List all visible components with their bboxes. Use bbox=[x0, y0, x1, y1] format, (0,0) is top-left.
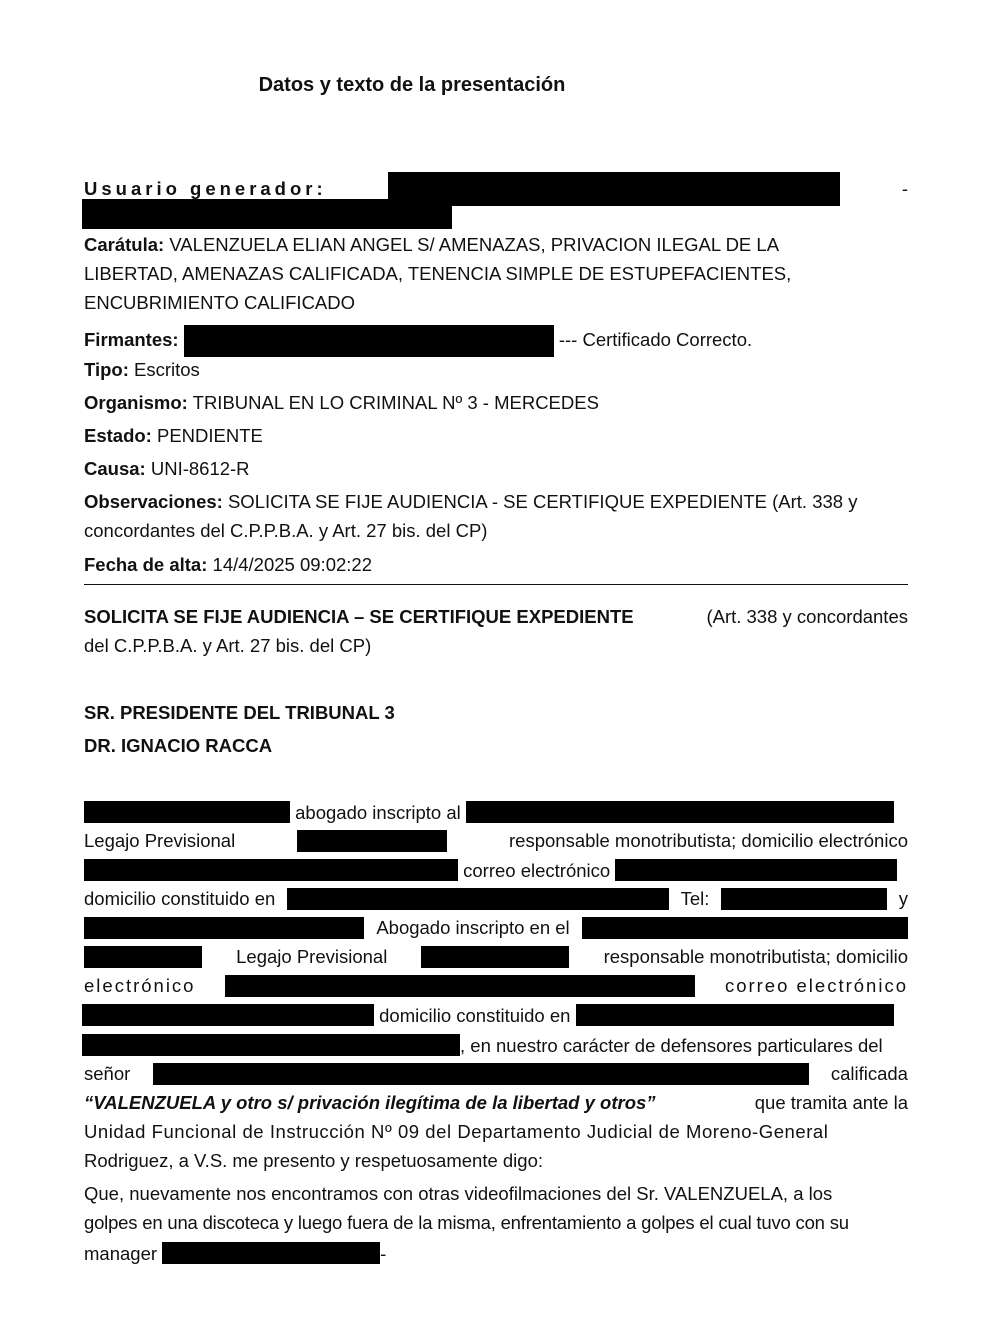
causa-row bbox=[84, 458, 908, 480]
p1-text: responsable monotributista; domicilio electrónico bbox=[509, 830, 908, 851]
p1-text: señor bbox=[84, 1063, 131, 1084]
redaction-box bbox=[576, 1004, 894, 1026]
p1-text: abogado inscripto al bbox=[295, 802, 461, 823]
redaction-box bbox=[84, 859, 458, 881]
caratula-label: Carátula: bbox=[84, 234, 165, 255]
redaction-box bbox=[84, 946, 202, 968]
organismo-label: Organismo: bbox=[84, 392, 188, 413]
causa-value: UNI-8612-R bbox=[150, 458, 250, 479]
redaction-box bbox=[153, 1063, 809, 1085]
body-heading-rest: (Art. 338 y concordantes bbox=[706, 606, 908, 627]
causa-label: Causa: bbox=[84, 458, 146, 479]
p1-line-1 bbox=[84, 801, 908, 824]
organismo-row bbox=[84, 392, 908, 414]
p1-line-13: Rodriguez, a V.S. me presento y respetuosamente digo: bbox=[84, 1150, 544, 1171]
observaciones-row bbox=[84, 491, 908, 513]
p1-text: domicilio constituido en bbox=[84, 888, 276, 909]
tipo-value: Escritos bbox=[134, 359, 200, 380]
p1-line-8 bbox=[84, 1004, 908, 1027]
body-heading-row bbox=[84, 606, 908, 628]
p1-line-7 bbox=[84, 975, 908, 997]
p1-text: y bbox=[898, 888, 908, 909]
p1-text: responsable monotributista; domicilio bbox=[603, 946, 908, 967]
caratula-line-2: LIBERTAD, AMENAZAS CALIFICADA, TENENCIA SIMPLE DE ESTUPEFACIENTES, bbox=[84, 263, 792, 284]
p1-line-12: Unidad Funcional de Instrucción Nº 09 del Departamento Judicial de Moreno-General bbox=[84, 1121, 829, 1142]
p2-text: manager bbox=[84, 1243, 158, 1264]
p1-text: Legajo Previsional bbox=[84, 830, 236, 851]
redaction-box bbox=[721, 888, 887, 910]
fecha-value: 14/4/2025 09:02:22 bbox=[212, 554, 372, 575]
redaction-box bbox=[466, 801, 894, 823]
p1-line-4 bbox=[84, 888, 908, 910]
estado-label: Estado: bbox=[84, 425, 152, 446]
p1-text: correo electrónico bbox=[463, 860, 611, 881]
p1-line-3 bbox=[84, 859, 908, 882]
redaction-box bbox=[82, 199, 452, 229]
redaction-box bbox=[615, 859, 897, 881]
redaction-box bbox=[162, 1242, 380, 1264]
usuario-dash: - bbox=[901, 178, 908, 199]
p1-line-10 bbox=[84, 1063, 908, 1085]
p1-text: calificada bbox=[830, 1063, 908, 1084]
redaction-box bbox=[297, 830, 447, 852]
p1-text: que tramita ante la bbox=[754, 1092, 908, 1113]
page-title: Datos y texto de la presentación bbox=[258, 74, 566, 96]
body-heading-line-2: del C.P.P.B.A. y Art. 27 bis. del CP) bbox=[84, 635, 372, 656]
p2-text: - bbox=[380, 1243, 387, 1264]
divider bbox=[84, 584, 908, 585]
p1-text: Tel: bbox=[680, 888, 710, 909]
organismo-value: TRIBUNAL EN LO CRIMINAL Nº 3 - MERCEDES bbox=[192, 392, 599, 413]
p2-line-2: golpes en una discoteca y luego fuera de la misma, enfrentamiento a golpes el cual tuvo con su bbox=[84, 1212, 849, 1233]
observaciones-label: Observaciones: bbox=[84, 491, 223, 512]
p1-line-5 bbox=[84, 917, 908, 939]
usuario-label: Usuario generador: bbox=[84, 178, 327, 199]
p1-line-11 bbox=[84, 1092, 908, 1114]
caratula-line-1: VALENZUELA ELIAN ANGEL S/ AMENAZAS, PRIVACION ILEGAL DE LA bbox=[169, 234, 780, 255]
redaction-box bbox=[582, 917, 908, 939]
body-heading-bold: SOLICITA SE FIJE AUDIENCIA – SE CERTIFIQUE EXPEDIENTE bbox=[84, 606, 634, 627]
p1-text: , en nuestro carácter de defensores particulares del bbox=[460, 1035, 883, 1056]
p2-line-3 bbox=[84, 1242, 908, 1265]
redaction-box bbox=[84, 801, 290, 823]
redaction-box bbox=[225, 975, 695, 997]
usuario-row-2 bbox=[84, 199, 908, 229]
firmantes-value: --- Certificado Correcto. bbox=[558, 328, 753, 350]
tipo-label: Tipo: bbox=[84, 359, 129, 380]
p1-text: Legajo Previsional bbox=[236, 946, 388, 967]
observaciones-line-2: concordantes del C.P.P.B.A. y Art. 27 bis. del CP) bbox=[84, 520, 488, 541]
redaction-box bbox=[184, 325, 554, 357]
addressee-1: SR. PRESIDENTE DEL TRIBUNAL 3 bbox=[84, 702, 395, 723]
redaction-box bbox=[287, 888, 669, 910]
p1-text: Abogado inscripto en el bbox=[376, 917, 570, 938]
redaction-box bbox=[421, 946, 569, 968]
p1-line-9 bbox=[84, 1034, 908, 1057]
caratula-row bbox=[84, 234, 908, 256]
fecha-label: Fecha de alta: bbox=[84, 554, 208, 575]
firmantes-row bbox=[84, 325, 908, 357]
p1-text: domicilio constituido en bbox=[379, 1005, 571, 1026]
p1-line-6 bbox=[84, 946, 908, 968]
redaction-box bbox=[84, 917, 364, 939]
p1-text: correo electrónico bbox=[724, 975, 908, 996]
caratula-line-3: ENCUBRIMIENTO CALIFICADO bbox=[84, 292, 356, 313]
observaciones-line-1: SOLICITA SE FIJE AUDIENCIA - SE CERTIFIQUE EXPEDIENTE (Art. 338 y bbox=[227, 491, 858, 512]
p2-line-1: Que, nuevamente nos encontramos con otras videofilmaciones del Sr. VALENZUELA, a los bbox=[84, 1183, 833, 1204]
p1-text: electrónico bbox=[84, 975, 196, 996]
p1-line-2 bbox=[84, 830, 908, 852]
estado-row bbox=[84, 425, 908, 447]
addressee-2: DR. IGNACIO RACCA bbox=[84, 735, 273, 756]
fecha-row bbox=[84, 554, 908, 576]
case-title: “VALENZUELA y otro s/ privación ilegítima de la libertad y otros” bbox=[84, 1092, 656, 1113]
redaction-box bbox=[82, 1004, 374, 1026]
firmantes-label: Firmantes: bbox=[84, 328, 179, 350]
redaction-box bbox=[82, 1034, 460, 1056]
tipo-row bbox=[84, 359, 908, 381]
estado-value: PENDIENTE bbox=[156, 425, 263, 446]
